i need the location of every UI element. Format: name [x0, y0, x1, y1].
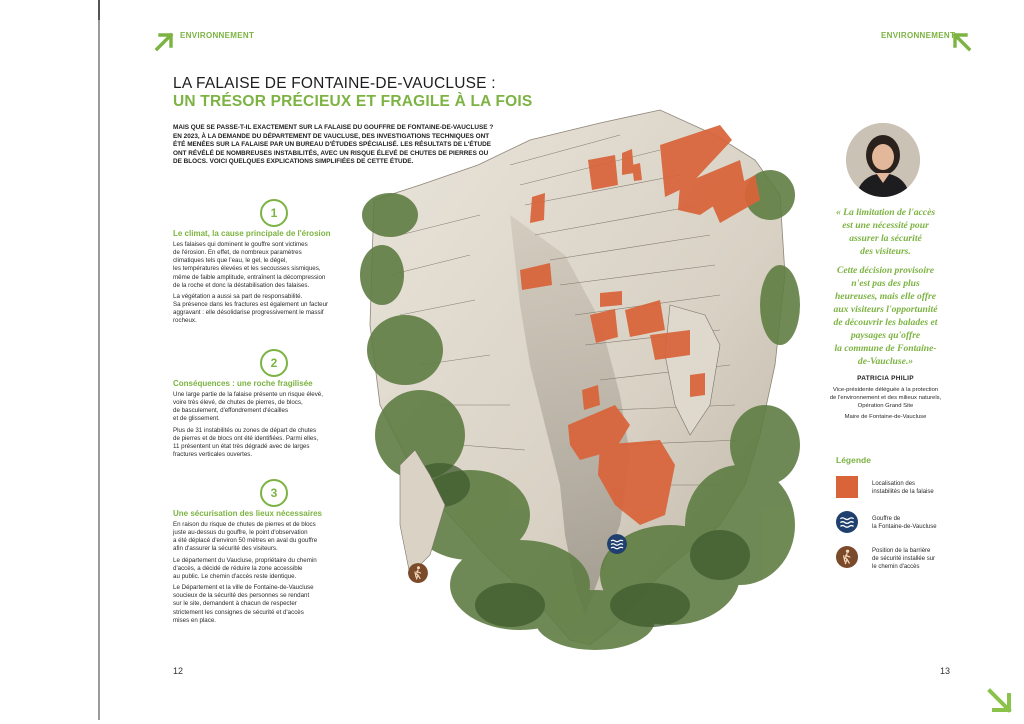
- section-label-right: ENVIRONNEMENT: [881, 31, 956, 40]
- body-line: climatiques tels que l'eau, le gel, le dégel,: [173, 257, 288, 265]
- role-line: Maire de Fontaine-de-Vaucluse: [844, 414, 927, 420]
- water-waves-icon: [836, 511, 858, 533]
- body-line: Sa présence dans les fractures est également un facteur: [173, 301, 329, 309]
- legend-line: la Fontaine-de-Vaucluse: [872, 524, 937, 530]
- body-line: de basculement, d'effondrement d'écailles: [173, 407, 289, 415]
- page-title-line1: LA FALAISE DE FONTAINE-DE-VAUCLUSE :: [173, 75, 496, 92]
- role-line: Vice-présidente déléguée à la protection: [832, 387, 939, 393]
- body-line: même de faible amplitude, entraînent la décompression: [173, 273, 326, 281]
- section-title-2: Conséquences : une roche fragilisée: [173, 379, 313, 388]
- quote-line: est une nécessité pour: [842, 220, 929, 231]
- quote-line: la commune de Fontaine-: [834, 343, 937, 354]
- quote-line: de-Vaucluse.»: [857, 356, 914, 367]
- section-number-3: 3: [260, 479, 288, 507]
- legend-line: instabilités de la falaise: [872, 489, 934, 495]
- body-line: soucieux de la sécurité des personnes se rendant: [173, 592, 310, 600]
- section-title-3: Une sécurisation des lieux nécessaires: [173, 509, 322, 518]
- quote-line: n'est pas des plus: [851, 278, 920, 289]
- body-line: Plus de 31 instabilités ou zones de départ de chutes: [173, 426, 317, 434]
- section-body-1: [173, 241, 373, 326]
- role-line: de l'environnement et des milieux naturels,: [829, 395, 942, 401]
- intro-line: DE BLOCS. VOICI QUELQUES EXPLICATIONS SIMPLIFIÉES DE CETTE ÉTUDE.: [173, 158, 414, 166]
- quote-line: Cette décision provisoire: [837, 265, 934, 276]
- intro-line: MAIS QUE SE PASSE-T-IL EXACTEMENT SUR LA FALAISE DU GOUFFRE DE FONTAINE-DE-VAUCLUSE ?: [173, 124, 494, 131]
- intro-line: EN 2023, À LA DEMANDE DU DÉPARTEMENT DE VAUCLUSE, DES INVESTIGATIONS TECHNIQUES ONT: [173, 132, 490, 140]
- page-number-right: 13: [940, 666, 951, 676]
- body-line: a été déplacé d'environ 50 mètres en aval du gouffre: [173, 537, 318, 545]
- quote-line: des visiteurs.: [860, 246, 911, 257]
- page-binding-line: [98, 8, 100, 720]
- legend-line: de sécurité installée sur: [872, 556, 936, 562]
- body-line: de l'érosion. En effet, de nombreux paramètres: [173, 249, 302, 257]
- role-line: Opération Grand Site: [857, 403, 914, 409]
- quote-line: heureuses, mais elle offre: [834, 291, 937, 302]
- quote-line: de découvrir les balades et: [833, 317, 938, 328]
- section-body-3: [173, 521, 373, 625]
- barrier-hiker-marker-icon: [408, 563, 428, 583]
- body-line: Le département du Vaucluse, propriétaire du chemin: [173, 556, 317, 564]
- legend-title: Légende: [836, 455, 871, 465]
- body-line: La végétation a aussi sa part de responsabilité.: [173, 292, 303, 300]
- person-portrait-icon: [846, 123, 920, 197]
- legend-text: [872, 480, 934, 496]
- legend-line: Localisation des: [872, 481, 916, 487]
- body-line: rocheux.: [173, 317, 197, 325]
- section-title-1: Le climat, la cause principale de l'érosion: [173, 229, 331, 238]
- arrow-up-left-icon: [951, 31, 973, 53]
- body-line: afin d'assurer la sécurité des visiteurs.: [173, 545, 278, 553]
- section-label-left: ENVIRONNEMENT: [180, 31, 255, 40]
- section-number-2: 2: [260, 349, 288, 377]
- legend-text: [872, 547, 935, 571]
- body-line: fractures verticales ouvertes.: [173, 451, 253, 459]
- body-line: Le Département et la ville de Fontaine-de-Vaucluse: [173, 584, 314, 592]
- body-line: les températures élevées et les secousses sismiques,: [173, 265, 321, 273]
- pull-quote: [803, 206, 968, 368]
- body-line: 11 présentent un état très dégradé avec de larges: [173, 442, 310, 450]
- spring-waves-marker-icon: [607, 534, 627, 554]
- page-number-left: 12: [173, 666, 184, 676]
- quote-author: PATRICIA PHILIP: [857, 375, 914, 382]
- quote-line: « La limitation de l'accès: [835, 207, 936, 218]
- intro-line: ÉTÉ MENÉES SUR LA FALAISE PAR UN BUREAU D'ÉTUDES SPÉCIALISÉ. LES RÉSULTATS DE L'ÉTUDE: [173, 141, 491, 149]
- legend-line: le chemin d'accès: [872, 564, 920, 570]
- body-line: voire très élevé, de chutes de pierres, de blocs,: [173, 399, 303, 407]
- body-line: au public. Le chemin d'accès reste identique.: [173, 572, 297, 580]
- body-line: juste au-dessus du gouffre, le point d'observation: [173, 529, 308, 537]
- section-body-2: [173, 391, 373, 459]
- quote-author-role: [803, 386, 968, 421]
- section-number-1: 1: [260, 199, 288, 227]
- legend-text: [872, 515, 937, 531]
- body-line: d'accès, a décidé de réduire la zone accessible: [173, 564, 303, 572]
- body-line: et de glissement.: [173, 415, 220, 423]
- arrow-down-right-icon: [985, 686, 1015, 716]
- instability-area-swatch: [836, 476, 858, 498]
- hiker-icon: [836, 546, 858, 568]
- body-line: sur le site, demandent à chacun de respecter: [173, 600, 297, 608]
- body-line: de la roche et donc la déstabilisation des falaises.: [173, 281, 310, 289]
- legend-line: Gouffre de: [872, 516, 901, 522]
- scan-edge: [98, 0, 100, 20]
- body-line: En raison du risque de chutes de pierres et de blocs: [173, 521, 316, 528]
- arrow-up-right-icon: [153, 31, 175, 53]
- legend-line: Position de la barrière: [872, 548, 931, 554]
- quote-line: aux visiteurs l'opportunité: [833, 304, 938, 315]
- page-title-line2: UN TRÉSOR PRÉCIEUX ET FRAGILE À LA FOIS: [173, 93, 533, 110]
- body-line: de pierres et de blocs ont été identifiées. Parmi elles,: [173, 434, 319, 442]
- intro-line: ONT RÉVÉLÉ DE NOMBREUSES INSTABILITÉS, AVEC UN RISQUE ÉLEVÉ DE CHUTES DE PIERRES OU: [173, 149, 489, 157]
- portrait-photo: [846, 123, 920, 197]
- body-line: strictement les consignes de sécurité et d'accès: [173, 608, 304, 616]
- body-line: mises en place.: [173, 616, 216, 624]
- body-line: aggravant : elle désolidarise progressivement le massif: [173, 309, 324, 317]
- body-line: Les falaises qui dominent le gouffre sont victimes: [173, 241, 308, 248]
- quote-line: paysages qu'offre: [850, 330, 921, 341]
- quote-line: assurer la sécurité: [849, 233, 922, 244]
- body-line: Une large partie de la falaise présente un risque élevé,: [173, 391, 323, 398]
